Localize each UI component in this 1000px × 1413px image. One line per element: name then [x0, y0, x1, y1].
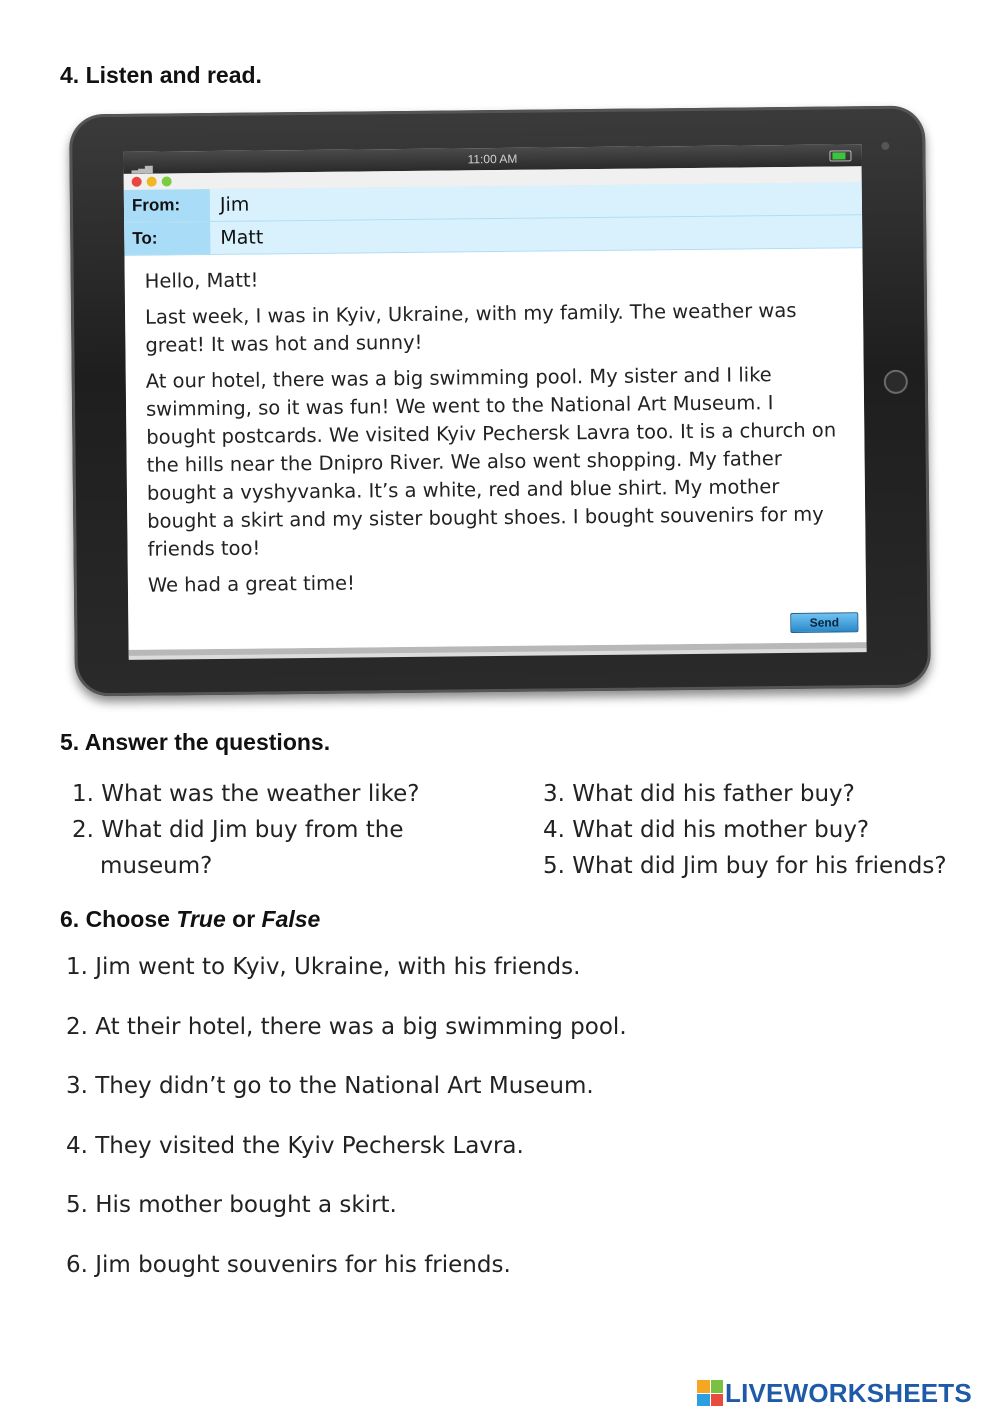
true-false-list — [66, 950, 627, 1308]
logo-square — [697, 1394, 710, 1407]
liveworksheets-logo — [697, 1376, 972, 1410]
camera-icon — [881, 142, 889, 150]
battery-icon — [829, 150, 851, 161]
email-paragraph: At our hotel, there was a big swimming pool. My sister and I like swimming, so it was fun! We went to the National Art Museum. I bought postcards. We visited Kyiv Pechersk Lavra too. It is a church on the hills near the Dnipro River. We also went shopping. My father bought a vyshyvanka. It’s a white, red and blue shirt. My mother bought a skirt and my sister bought shoes. I bought souvenirs for my friends too! — [145, 363, 837, 561]
questions-right-column — [543, 776, 983, 884]
heading-prefix: 6. Choose — [60, 906, 177, 932]
question-item: 1. What was the weather like? — [72, 781, 420, 807]
email-body — [124, 248, 866, 650]
status-time: 11:00 AM — [467, 151, 518, 167]
questions-left-column — [72, 776, 492, 884]
home-button-icon — [884, 370, 908, 394]
tablet-device — [69, 106, 931, 697]
send-button[interactable]: Send — [790, 612, 858, 633]
statement-item: 4. They visited the Kyiv Pechersk Lavra. — [66, 1132, 524, 1159]
logo-square — [697, 1380, 710, 1393]
signal-icon: ▂▃▅ — [131, 162, 152, 174]
statement-item: 2. At their hotel, there was a big swimming pool. — [66, 1013, 627, 1040]
from-field[interactable]: Jim — [219, 193, 250, 216]
heading-or-word: or — [225, 906, 262, 932]
tablet-screen — [123, 144, 866, 660]
minimize-window-icon[interactable] — [147, 177, 157, 187]
question-item: 3. What did his father buy? — [543, 781, 855, 807]
maximize-window-icon[interactable] — [162, 176, 172, 186]
question-item: 4. What did his mother buy? — [543, 817, 870, 843]
logo-grid-icon — [697, 1380, 723, 1406]
email-greeting: Hello, Matt! — [144, 268, 259, 293]
section-5-heading: 5. Answer the questions. — [60, 729, 331, 755]
logo-square — [711, 1394, 724, 1407]
statement-item: 5. His mother bought a skirt. — [66, 1192, 397, 1219]
to-field[interactable]: Matt — [220, 226, 264, 249]
to-label: To: — [124, 222, 210, 255]
logo-text: LIVEWORKSHEETS — [725, 1377, 972, 1408]
statement-item: 3. They didn’t go to the National Art Museum. — [66, 1073, 594, 1100]
logo-square — [711, 1380, 724, 1393]
heading-true-word: True — [176, 906, 226, 932]
email-paragraph: Last week, I was in Kyiv, Ukraine, with my family. The weather was great! It was hot and sunny! — [144, 298, 797, 357]
statement-item: 1. Jim went to Kyiv, Ukraine, with his friends. — [66, 954, 581, 980]
close-window-icon[interactable] — [132, 177, 142, 187]
heading-false-word: False — [261, 906, 321, 932]
statement-item: 6. Jim bought souvenirs for his friends. — [66, 1251, 511, 1278]
from-label: From: — [124, 189, 210, 222]
question-item: 2. What did Jim buy from the museum? — [72, 817, 404, 879]
question-item: 5. What did Jim buy for his friends? — [543, 853, 947, 879]
section-6-heading — [60, 906, 320, 933]
email-closing: We had a great time! — [147, 571, 356, 597]
section-4-heading: 4. Listen and read. — [60, 62, 262, 88]
